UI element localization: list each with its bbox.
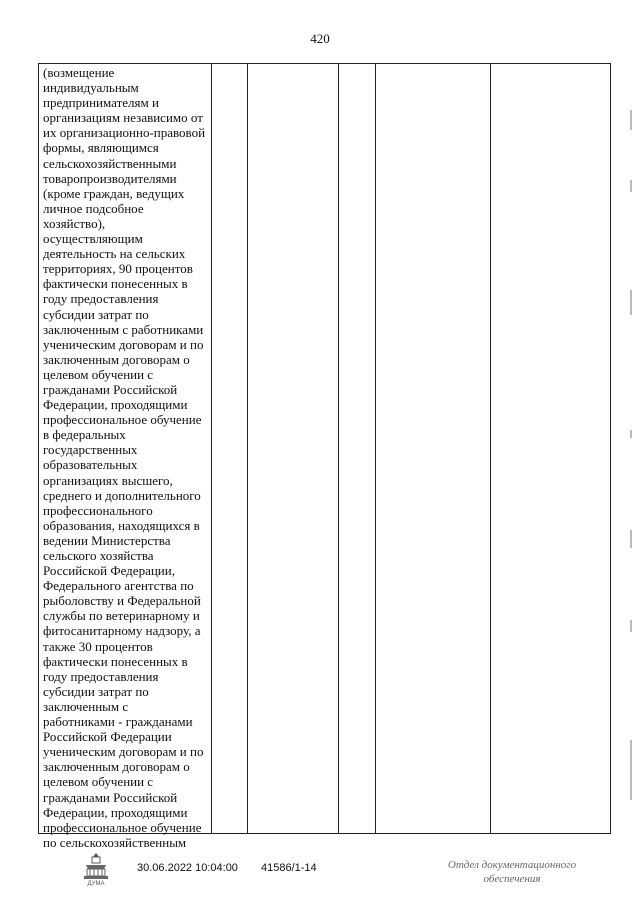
column-divider: [247, 64, 248, 833]
page-number: 420: [310, 31, 330, 46]
document-table: [38, 63, 611, 850]
column-divider: [490, 64, 491, 833]
department-stamp: [437, 858, 587, 886]
stamp-line-1: Отдел документационного: [447, 859, 577, 871]
scan-edge-marks: [628, 100, 634, 820]
column-divider: [211, 64, 212, 833]
stamp-line-2: обеспечения: [483, 873, 541, 885]
emblem-text: ДУМА: [87, 881, 105, 887]
footer-datetime: 30.06.2022 10:04:00: [137, 862, 238, 874]
column-divider: [338, 64, 339, 833]
duma-emblem: [80, 851, 112, 887]
column-divider: [375, 64, 376, 833]
footer-doc-code: 41586/1-14: [261, 862, 317, 874]
table-cell-text: (возмещение индивидуальным предпринимателям и организациям независимо от их организационно-правовой формы, являющимся сельскохозяйственными товаропроизводителями (кроме граждан, ведущих личное подсобное хозяйство), осуществляющим деятельность на сельских территориях, 90 процентов фактически понесенных в году предоставления субсидии затрат по заключенным с работниками ученическим договорам и по заключенным договорам о целевом обучении с гражданами Российской Федерации, проходящими профессиональное обучение в федеральных государственных образовательных организациях высшего, среднего и дополнительного профессионального образования, находящихся в ведении Министерства сельского хозяйства Российской Федерации, Федерального агентства по рыболовству и Федеральной службы по ветеринарному и фитосанитарному надзору, а также 30 процентов фактически понесенных в году предоставления субсидии затрат по заключенным с работниками - гражданами Российской Федерации ученическим договорам и по заключенным договорам о целевом обучении с гражданами Российской Федерации, проходящими профессиональное обучение по сельскохозяйственным: [43, 65, 206, 850]
